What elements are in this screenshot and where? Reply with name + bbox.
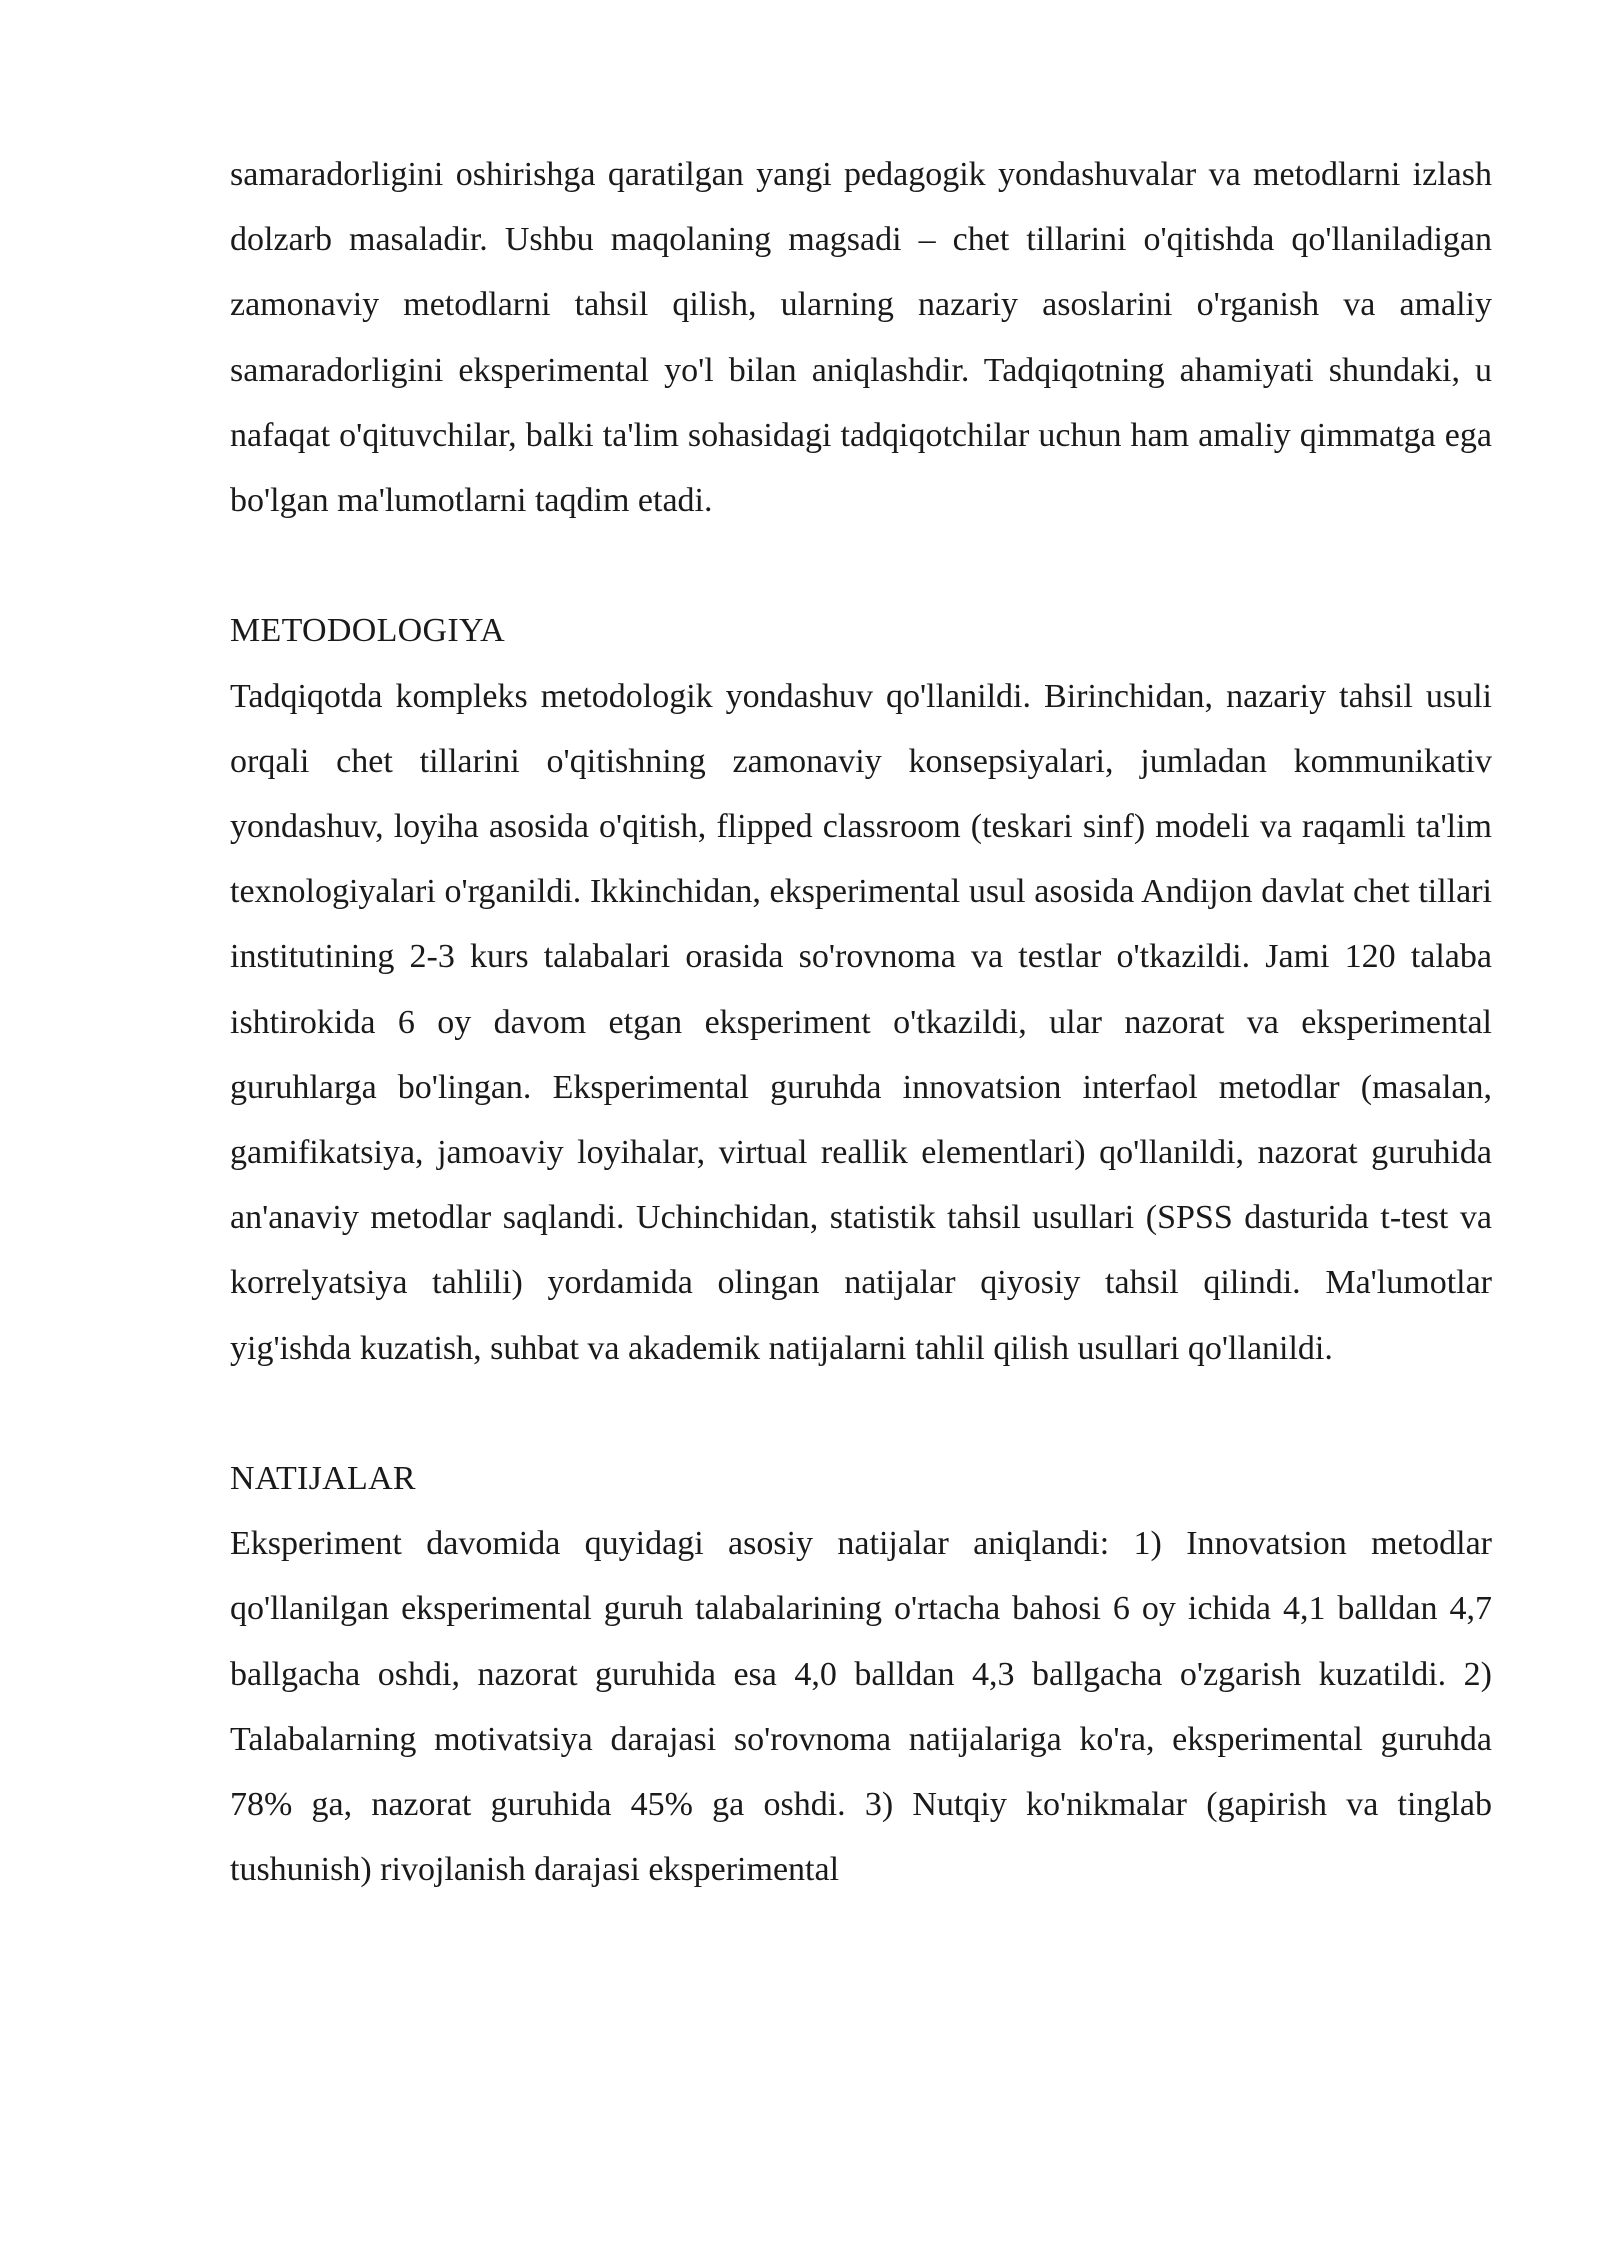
- paragraph-spacer: [230, 533, 1492, 598]
- paragraph-spacer: [230, 1381, 1492, 1446]
- intro-paragraph: samaradorligini oshirishga qaratilgan yangi pedagogik yondashuvalar va metodlarni izlash dolzarb masaladir. Ushbu maqolaning magsadi – chet tillarini o'qitishda qo'llaniladigan zamonaviy metodlarni tahsil qilish, ularning nazariy asoslarini o'rganish va amaliy samaradorligini eksperimental yo'l bilan aniqlashdir. Tadqiqotning ahamiyati shundaki, u nafaqat o'qituvchilar, balki ta'lim sohasidagi tadqiqotchilar uchun ham amaliy qimmatga ega bo'lgan ma'lumotlarni taqdim etadi.: [230, 156, 1492, 520]
- results-heading: NATIJALAR: [230, 1460, 416, 1498]
- document-page: [230, 142, 1492, 1902]
- results-paragraph: Eksperiment davomida quyidagi asosiy natijalar aniqlandi: 1) Innovatsion metodlar qo'llanilgan eksperimental guruh talabalarining o'rtacha bahosi 6 oy ichida 4,1 balldan 4,7 ballgacha oshdi, nazorat guruhida esa 4,0 balldan 4,3 ballgacha o'zgarish kuzatildi. 2) Talabalarning motivatsiya darajasi so'rovnoma natijalariga ko'ra, eksperimental guruhda 78% ga, nazorat guruhida 45% ga oshdi. 3) Nutqiy ko'nikmalar (gapirish va tinglab tushunish) rivojlanish darajasi eksperimental: [230, 1525, 1492, 1889]
- methodology-paragraph: Tadqiqotda kompleks metodologik yondashuv qo'llanildi. Birinchidan, nazariy tahsil usuli orqali chet tillarini o'qitishning zamonaviy konsepsiyalari, jumladan kommunikativ yondashuv, loyiha asosida o'qitish, flipped classroom (teskari sinf) modeli va raqamli ta'lim texnologiyalari o'rganildi. Ikkinchidan, eksperimental usul asosida Andijon davlat chet tillari institutining 2-3 kurs talabalari orasida so'rovnoma va testlar o'tkazildi. Jami 120 talaba ishtirokida 6 oy davom etgan eksperiment o'tkazildi, ular nazorat va eksperimental guruhlarga bo'lingan. Eksperimental guruhda innovatsion interfaol metodlar (masalan, gamifikatsiya, jamoaviy loyihalar, virtual reallik elementlari) qo'llanildi, nazorat guruhida an'anaviy metodlar saqlandi. Uchinchidan, statistik tahsil usullari (SPSS dasturida t-test va korrelyatsiya tahlili) yordamida olingan natijalar qiyosiy tahsil qilindi. Ma'lumotlar yig'ishda kuzatish, suhbat va akademik natijalarni tahlil qilish usullari qo'llanildi.: [230, 677, 1492, 1367]
- methodology-heading: METODOLOGIYA: [230, 612, 505, 650]
